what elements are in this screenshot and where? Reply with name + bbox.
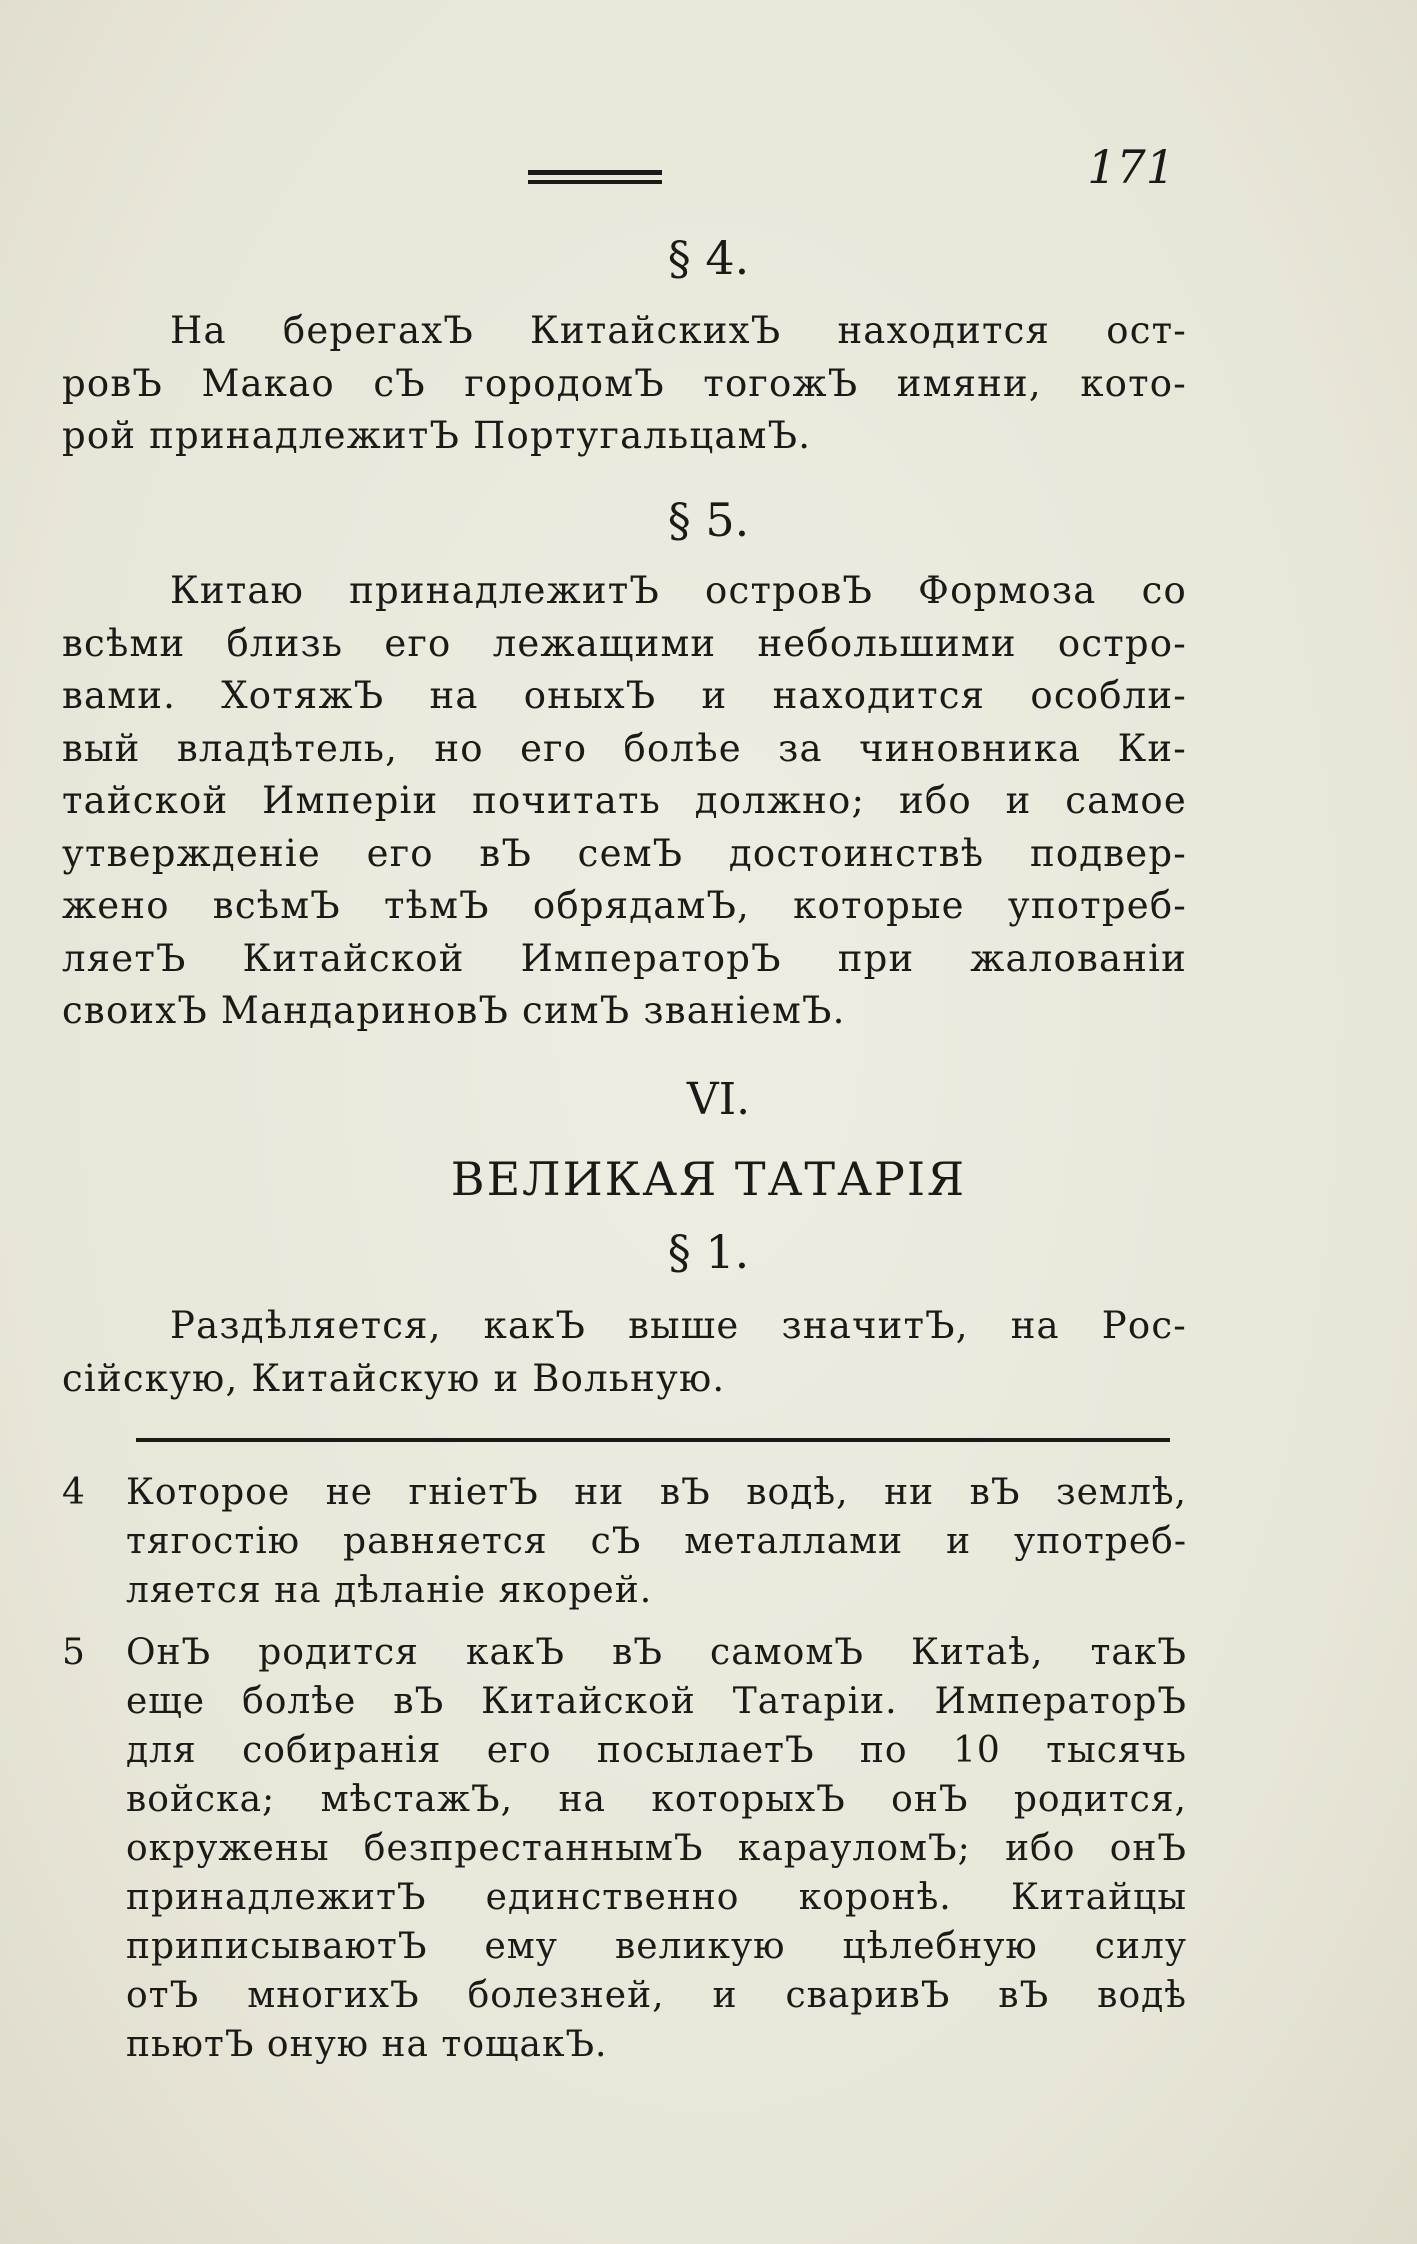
page-number: 171 <box>1087 140 1175 194</box>
text-line: тайской Имперіи почитать должно; ибо и самое <box>62 779 1187 822</box>
text-line: для собиранія его посылаетЪ по 10 тысячь <box>126 1730 1187 1771</box>
text-line: вами. ХотяжЪ на оныхЪ и находится особли- <box>62 674 1187 717</box>
footnote-rule <box>136 1438 1170 1442</box>
footnote-5 <box>62 1628 1187 2069</box>
text-line: окружены безпрестаннымЪ карауломЪ; ибо онЪ <box>126 1828 1187 1869</box>
text-line: ляетЪ Китайской ИмператорЪ при жалованіи <box>62 936 1187 980</box>
footnote-4 <box>62 1468 1187 1615</box>
text-line: Раздѣляется, какЪ выше значитЪ, на Рос- <box>170 1304 1187 1347</box>
text-line: Китаю принадлежитЪ островЪ Формоза со <box>170 569 1187 612</box>
section-mark-1: § 1. <box>667 1225 750 1279</box>
footnote-number: 4 <box>62 1472 86 1513</box>
text-line: утвержденіе его вЪ семЪ достоинствѣ подвер- <box>62 831 1187 875</box>
paragraph-section-5 <box>62 565 1187 1038</box>
text-line: вый владѣтель, но его болѣе за чиновника Ки- <box>62 726 1187 770</box>
paragraph-section-4 <box>62 305 1187 463</box>
text-line: На берегахЪ КитайскихЪ находится ост- <box>170 309 1187 352</box>
text-line: сійскую, Китайскую и Вольную. <box>62 1356 726 1400</box>
text-line: ляется на дѣланіе якорей. <box>126 1570 653 1611</box>
text-line: принадлежитЪ единственно коронѣ. Китайцы <box>126 1877 1187 1918</box>
footnote-body <box>126 1468 1187 1615</box>
header-rule <box>528 170 662 184</box>
text-line: жено всѣмЪ тѣмЪ обрядамЪ, которые употреб- <box>62 884 1187 927</box>
text-line: Которое не гніетЪ ни вЪ водѣ, ни вЪ землѣ, <box>126 1472 1187 1513</box>
text-line: пьютЪ оную на тощакЪ. <box>126 2024 608 2065</box>
section-mark-4: § 4. <box>667 231 750 285</box>
chapter-title: ВЕЛИКАЯ ТАТАРІЯ <box>450 1152 967 1206</box>
section-mark-5: § 5. <box>667 493 750 547</box>
text-line: ровЪ Макао сЪ городомЪ тогожЪ имяни, кото- <box>62 361 1187 405</box>
text-line: отЪ многихЪ болезней, и сваривЪ вЪ водѣ <box>126 1975 1187 2016</box>
text-line: рой принадлежитЪ ПортугальцамЪ. <box>62 414 812 457</box>
text-line: еще болѣе вЪ Китайской Татаріи. ИмператорЪ <box>126 1681 1187 1722</box>
footnote-number: 5 <box>62 1632 86 1673</box>
text-line: тягостію равняется сЪ металлами и употреб- <box>126 1521 1187 1562</box>
text-line: ОнЪ родится какЪ вЪ самомЪ Китаѣ, такЪ <box>126 1632 1187 1673</box>
text-line: приписываютЪ ему великую цѣлебную силу <box>126 1926 1187 1967</box>
text-line: войска; мѣстажЪ, на которыхЪ онЪ родится, <box>126 1779 1187 1820</box>
paragraph-chapter-section-1 <box>62 1300 1187 1405</box>
text-line: всѣми близь его лежащими небольшими остро- <box>62 621 1187 665</box>
footnote-body <box>126 1628 1187 2069</box>
chapter-number: VI. <box>686 1074 751 1125</box>
text-line: своихЪ МандариновЪ симЪ званіемЪ. <box>62 989 846 1032</box>
